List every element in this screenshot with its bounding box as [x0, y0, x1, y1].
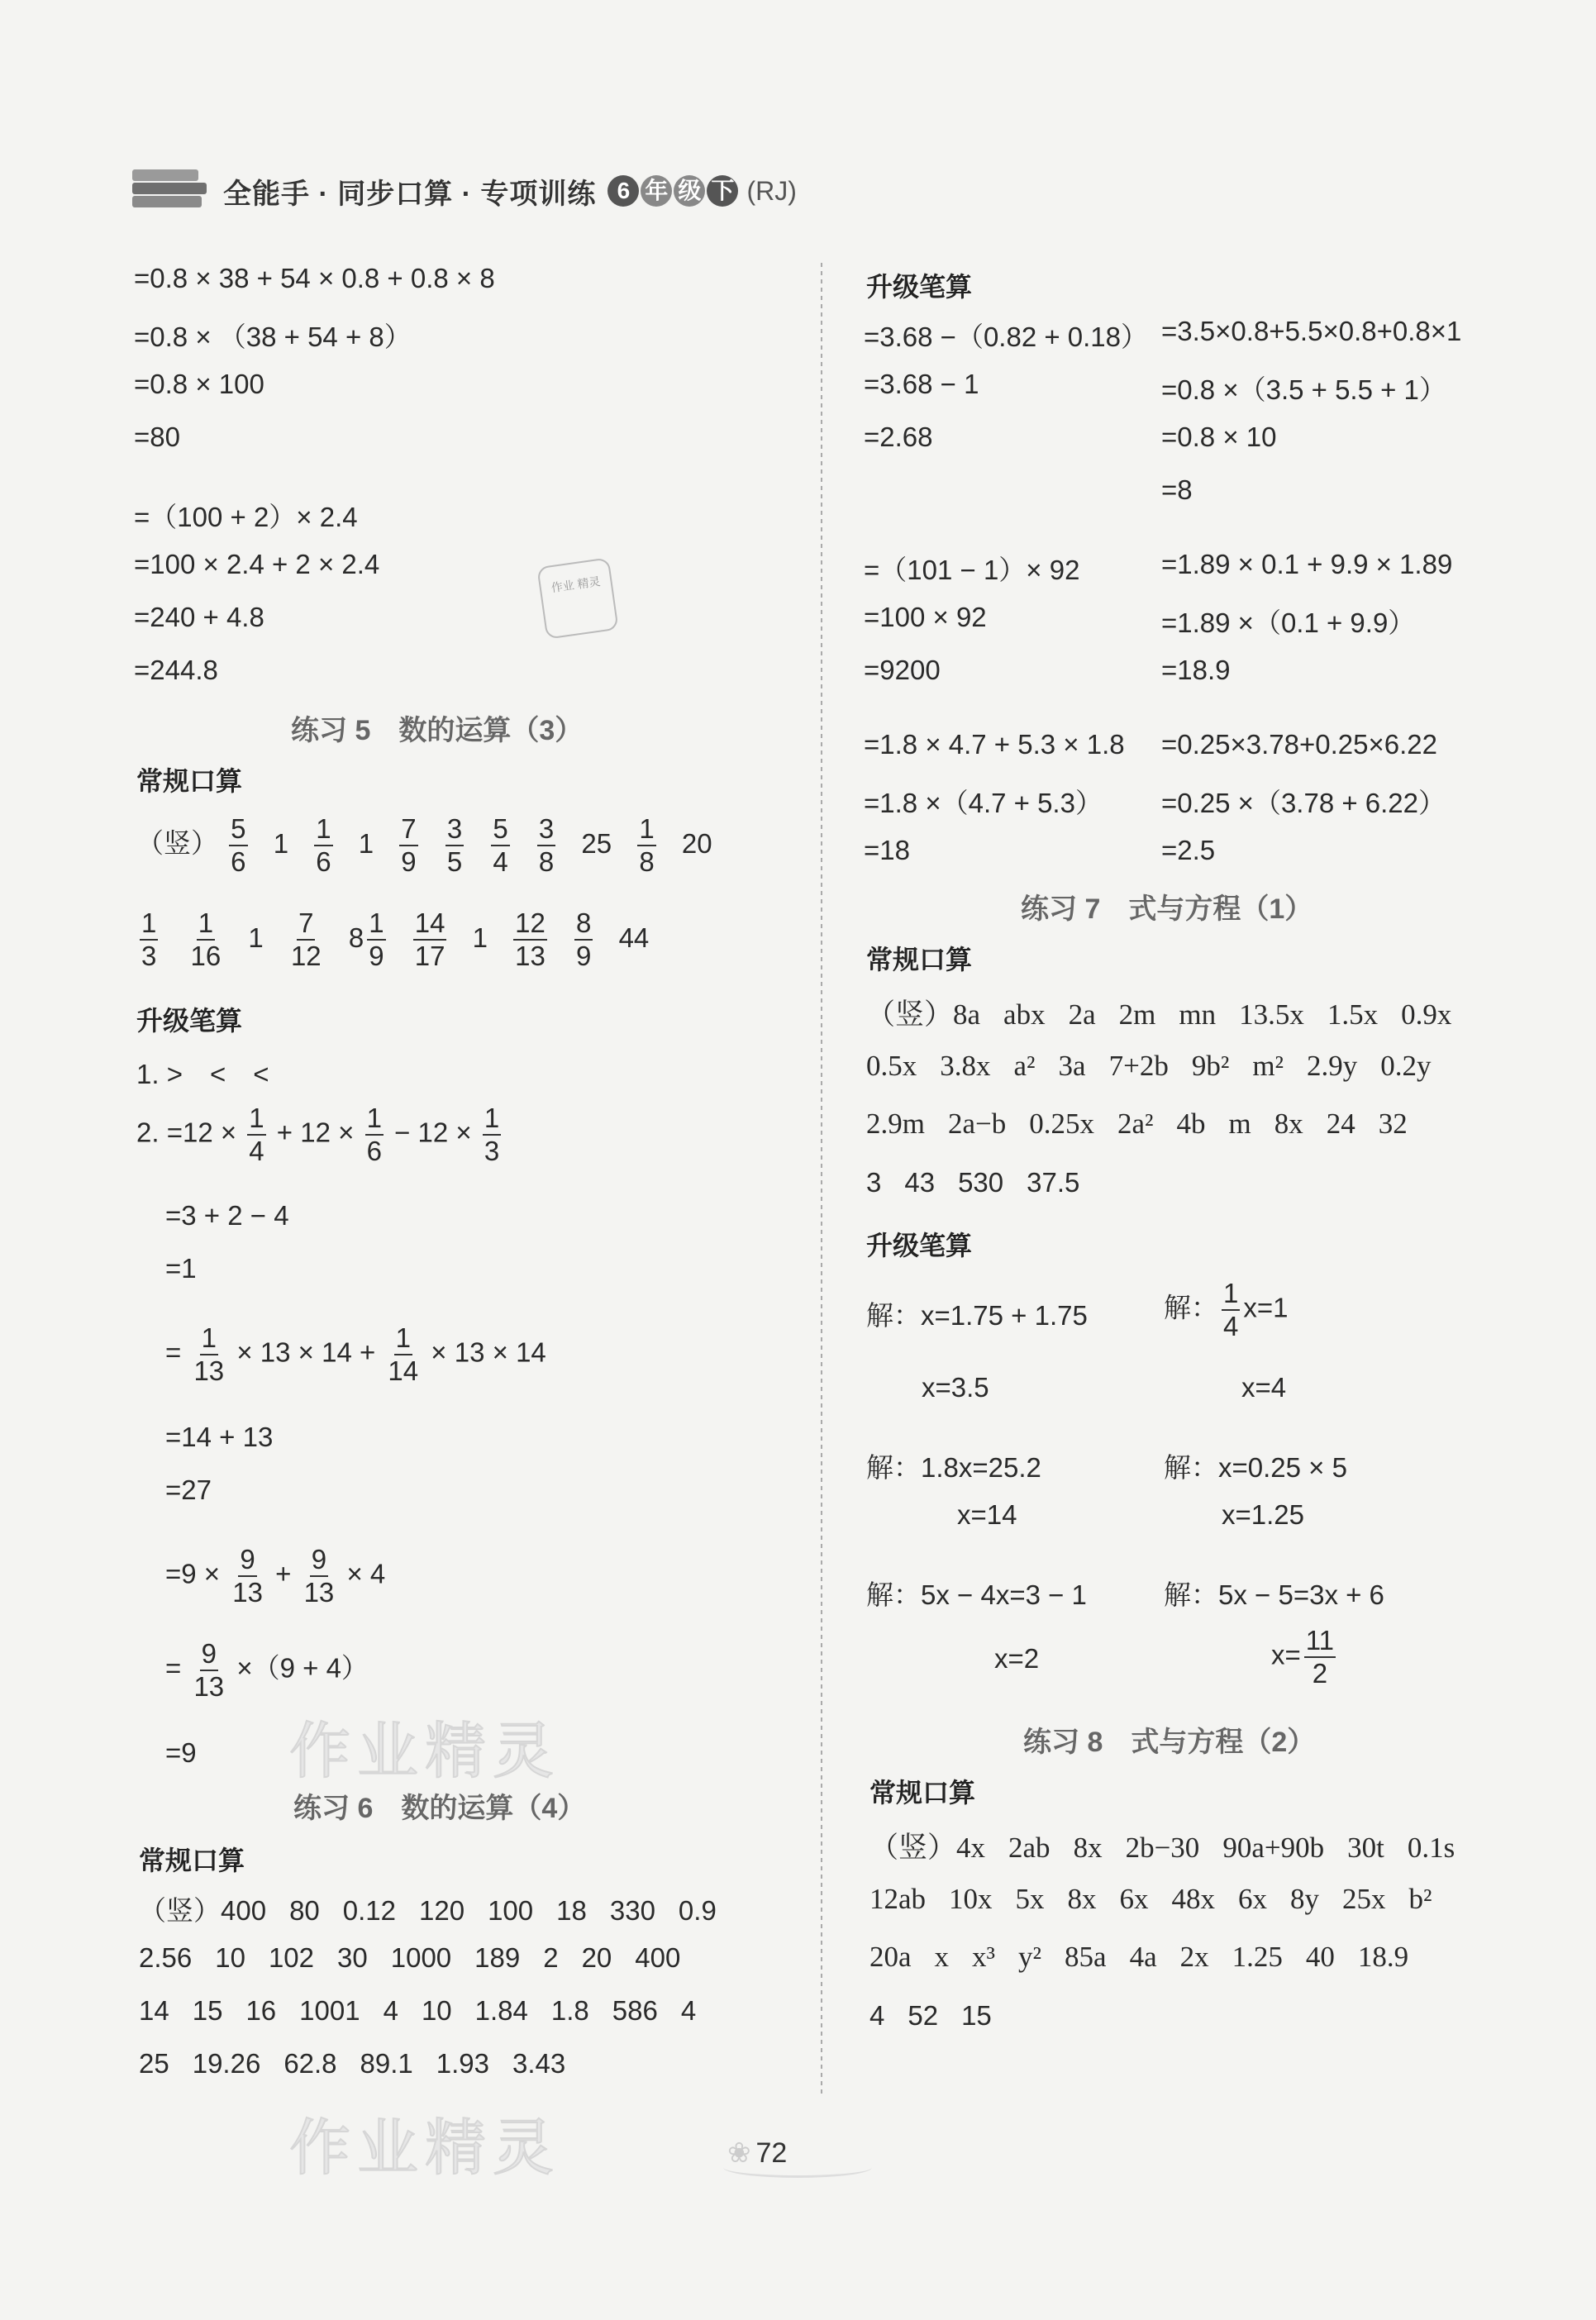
calc-line: =0.25 ×（3.78 + 6.22）	[1161, 788, 1446, 818]
equation: 解：1.8x=25.2	[866, 1452, 1041, 1483]
upgrade-label: 升级笔算	[866, 1231, 973, 1260]
q4-expression-2: = $\frac{9}{13}$ ×（9 + 4）	[165, 1638, 369, 1702]
equation-solution: x=2	[994, 1643, 1040, 1674]
calc-line: =1.89 ×（0.1 + 9.9）	[1161, 607, 1416, 638]
calc-line: =14 + 13	[165, 1422, 274, 1452]
calc-line: =（100 + 2）× 2.4	[134, 502, 358, 532]
q1-answer: 1. > < <	[136, 1059, 269, 1089]
answer-row: 2.9m 2a−b 0.25x 2a² 4b m 8x 24 32	[866, 1108, 1408, 1140]
calc-line: =8	[1161, 474, 1193, 505]
answer-row: （竖） $\frac{5}{6}$ 1 $\frac{1}{6}$ 1 $\frac{7}{9}$ $\frac{3}{5}$ $\frac{5}{4}$ $\frac{3}{8}$ 25 $\frac{1}{8}$ 20	[136, 813, 712, 877]
oral-label: 常规口算	[869, 1778, 976, 1808]
book-title: 全能手 · 同步口算 · 专项训练	[223, 178, 597, 210]
column-divider	[821, 263, 822, 2094]
calc-line: =244.8	[134, 655, 218, 685]
oral-label: 常规口算	[136, 766, 243, 796]
equation-solution: x=14	[957, 1499, 1017, 1530]
equation-solution: x= $\frac{11}{2}$	[1271, 1625, 1335, 1689]
equation-solution: x=4	[1241, 1372, 1287, 1403]
calc-line: =9	[165, 1737, 197, 1768]
calc-line: =1.89 × 0.1 + 9.9 × 1.89	[1161, 549, 1453, 579]
calc-line: =（101 − 1）× 92	[864, 555, 1080, 585]
calc-line: =0.25×3.78+0.25×6.22	[1161, 729, 1437, 760]
oral-label: 常规口算	[139, 1846, 245, 1875]
equation: 解：x=1.75 + 1.75	[866, 1300, 1088, 1331]
q4-expression: =9 × $\frac{9}{13}$ + $\frac{9}{13}$ × 4	[165, 1544, 386, 1608]
calc-line: =0.8 × 10	[1161, 422, 1277, 452]
answer-row: $\frac{1}{3}$ $\frac{1}{16}$ 1 $\frac{7}{12}$ 8 $\frac{1}{9}$ $\frac{14}{17}$ 1 $\frac{12}{13}$ $\frac{8}{9}$ 44	[141, 908, 650, 971]
calc-line: =2.68	[864, 422, 933, 452]
equation-solution: x=3.5	[922, 1372, 989, 1403]
calc-line: =18.9	[1161, 655, 1231, 685]
q2-expression: 2. =12 × $\frac{1}{4}$ + 12 × $\frac{1}{6}$ − 12 × $\frac{1}{3}$	[136, 1103, 500, 1166]
watermark: 作业精灵	[289, 2113, 560, 2184]
calc-line: =1.8 ×（4.7 + 5.3）	[864, 788, 1103, 818]
answer-row: （竖）4x 2ab 8x 2b−30 90a+90b 30t 0.1s	[869, 1832, 1455, 1864]
calc-line: =100 × 2.4 + 2 × 2.4	[134, 549, 380, 579]
upgrade-label: 升级笔算	[136, 1006, 243, 1036]
page-header	[132, 162, 797, 220]
answer-row: （竖）400 80 0.12 120 100 18 330 0.9	[139, 1895, 717, 1926]
page-number: ❀ 72	[727, 2137, 788, 2169]
calc-line: =27	[165, 1474, 212, 1505]
answer-row: （竖）8a abx 2a 2m mn 13.5x 1.5x 0.9x	[866, 998, 1452, 1031]
calc-line: =3 + 2 − 4	[165, 1200, 289, 1231]
equation: 解：x=0.25 × 5	[1164, 1452, 1347, 1483]
calc-line: =0.8 × 100	[134, 369, 264, 399]
calc-line: =18	[864, 835, 910, 865]
q3-expression: = $\frac{1}{13}$ × 13 × 14 + $\frac{1}{14}$ × 13 × 14	[165, 1322, 546, 1386]
equation: 解：5x − 4x=3 − 1	[866, 1579, 1087, 1610]
watermark: 作业精灵	[289, 1716, 560, 1787]
answer-row: 12ab 10x 5x 8x 6x 48x 6x 8y 25x b²	[869, 1883, 1432, 1915]
equation: 解： $\frac{1}{4}$ x=1	[1164, 1278, 1289, 1341]
answer-row: 3 43 530 37.5	[866, 1167, 1080, 1198]
section-title: 练习 6 数的运算（4）	[293, 1793, 586, 1824]
calc-line: =0.8 × （38 + 54 + 8）	[134, 322, 412, 352]
calc-line: =2.5	[1161, 835, 1216, 865]
grade-badge: 6 年 级 下	[607, 175, 740, 207]
calc-line: =0.8 × 38 + 54 × 0.8 + 0.8 × 8	[134, 263, 495, 293]
answer-row: 4 52 15	[869, 2000, 992, 2031]
calc-line: =0.8 ×（3.5 + 5.5 + 1）	[1161, 374, 1446, 405]
section-title: 练习 5 数的运算（3）	[291, 715, 584, 746]
books-icon	[132, 164, 212, 217]
oral-label: 常规口算	[866, 945, 973, 974]
upgrade-label: 升级笔算	[866, 272, 973, 302]
seal-stamp: 作业 精灵	[536, 557, 618, 639]
calc-line: =9200	[864, 655, 941, 685]
answer-row: 0.5x 3.8x a² 3a 7+2b 9b² m² 2.9y 0.2y	[866, 1050, 1432, 1082]
equation-solution: x=1.25	[1222, 1499, 1304, 1530]
section-title: 练习 7 式与方程（1）	[1021, 893, 1313, 925]
section-title: 练习 8 式与方程（2）	[1023, 1727, 1316, 1758]
edition-label: (RJ)	[746, 175, 797, 206]
answer-row: 2.56 10 102 30 1000 189 2 20 400	[139, 1942, 681, 1973]
answer-row: 20a x x³ y² 85a 4a 2x 1.25 40 18.9	[869, 1941, 1409, 1973]
calc-line: =240 + 4.8	[134, 602, 264, 632]
calc-line: =80	[134, 422, 180, 452]
calc-line: =3.68 − 1	[864, 369, 979, 399]
calc-line: =1	[165, 1253, 197, 1284]
calc-line: =3.68 −（0.82 + 0.18）	[864, 322, 1149, 352]
calc-line: =3.5×0.8+5.5×0.8+0.8×1	[1161, 316, 1462, 346]
calc-line: =100 × 92	[864, 602, 987, 632]
calc-line: =1.8 × 4.7 + 5.3 × 1.8	[864, 729, 1125, 760]
answer-row: 25 19.26 62.8 89.1 1.93 3.43	[139, 2048, 566, 2079]
answer-row: 14 15 16 1001 4 10 1.84 1.8 586 4	[139, 1995, 697, 2026]
equation: 解：5x − 5=3x + 6	[1164, 1579, 1384, 1610]
